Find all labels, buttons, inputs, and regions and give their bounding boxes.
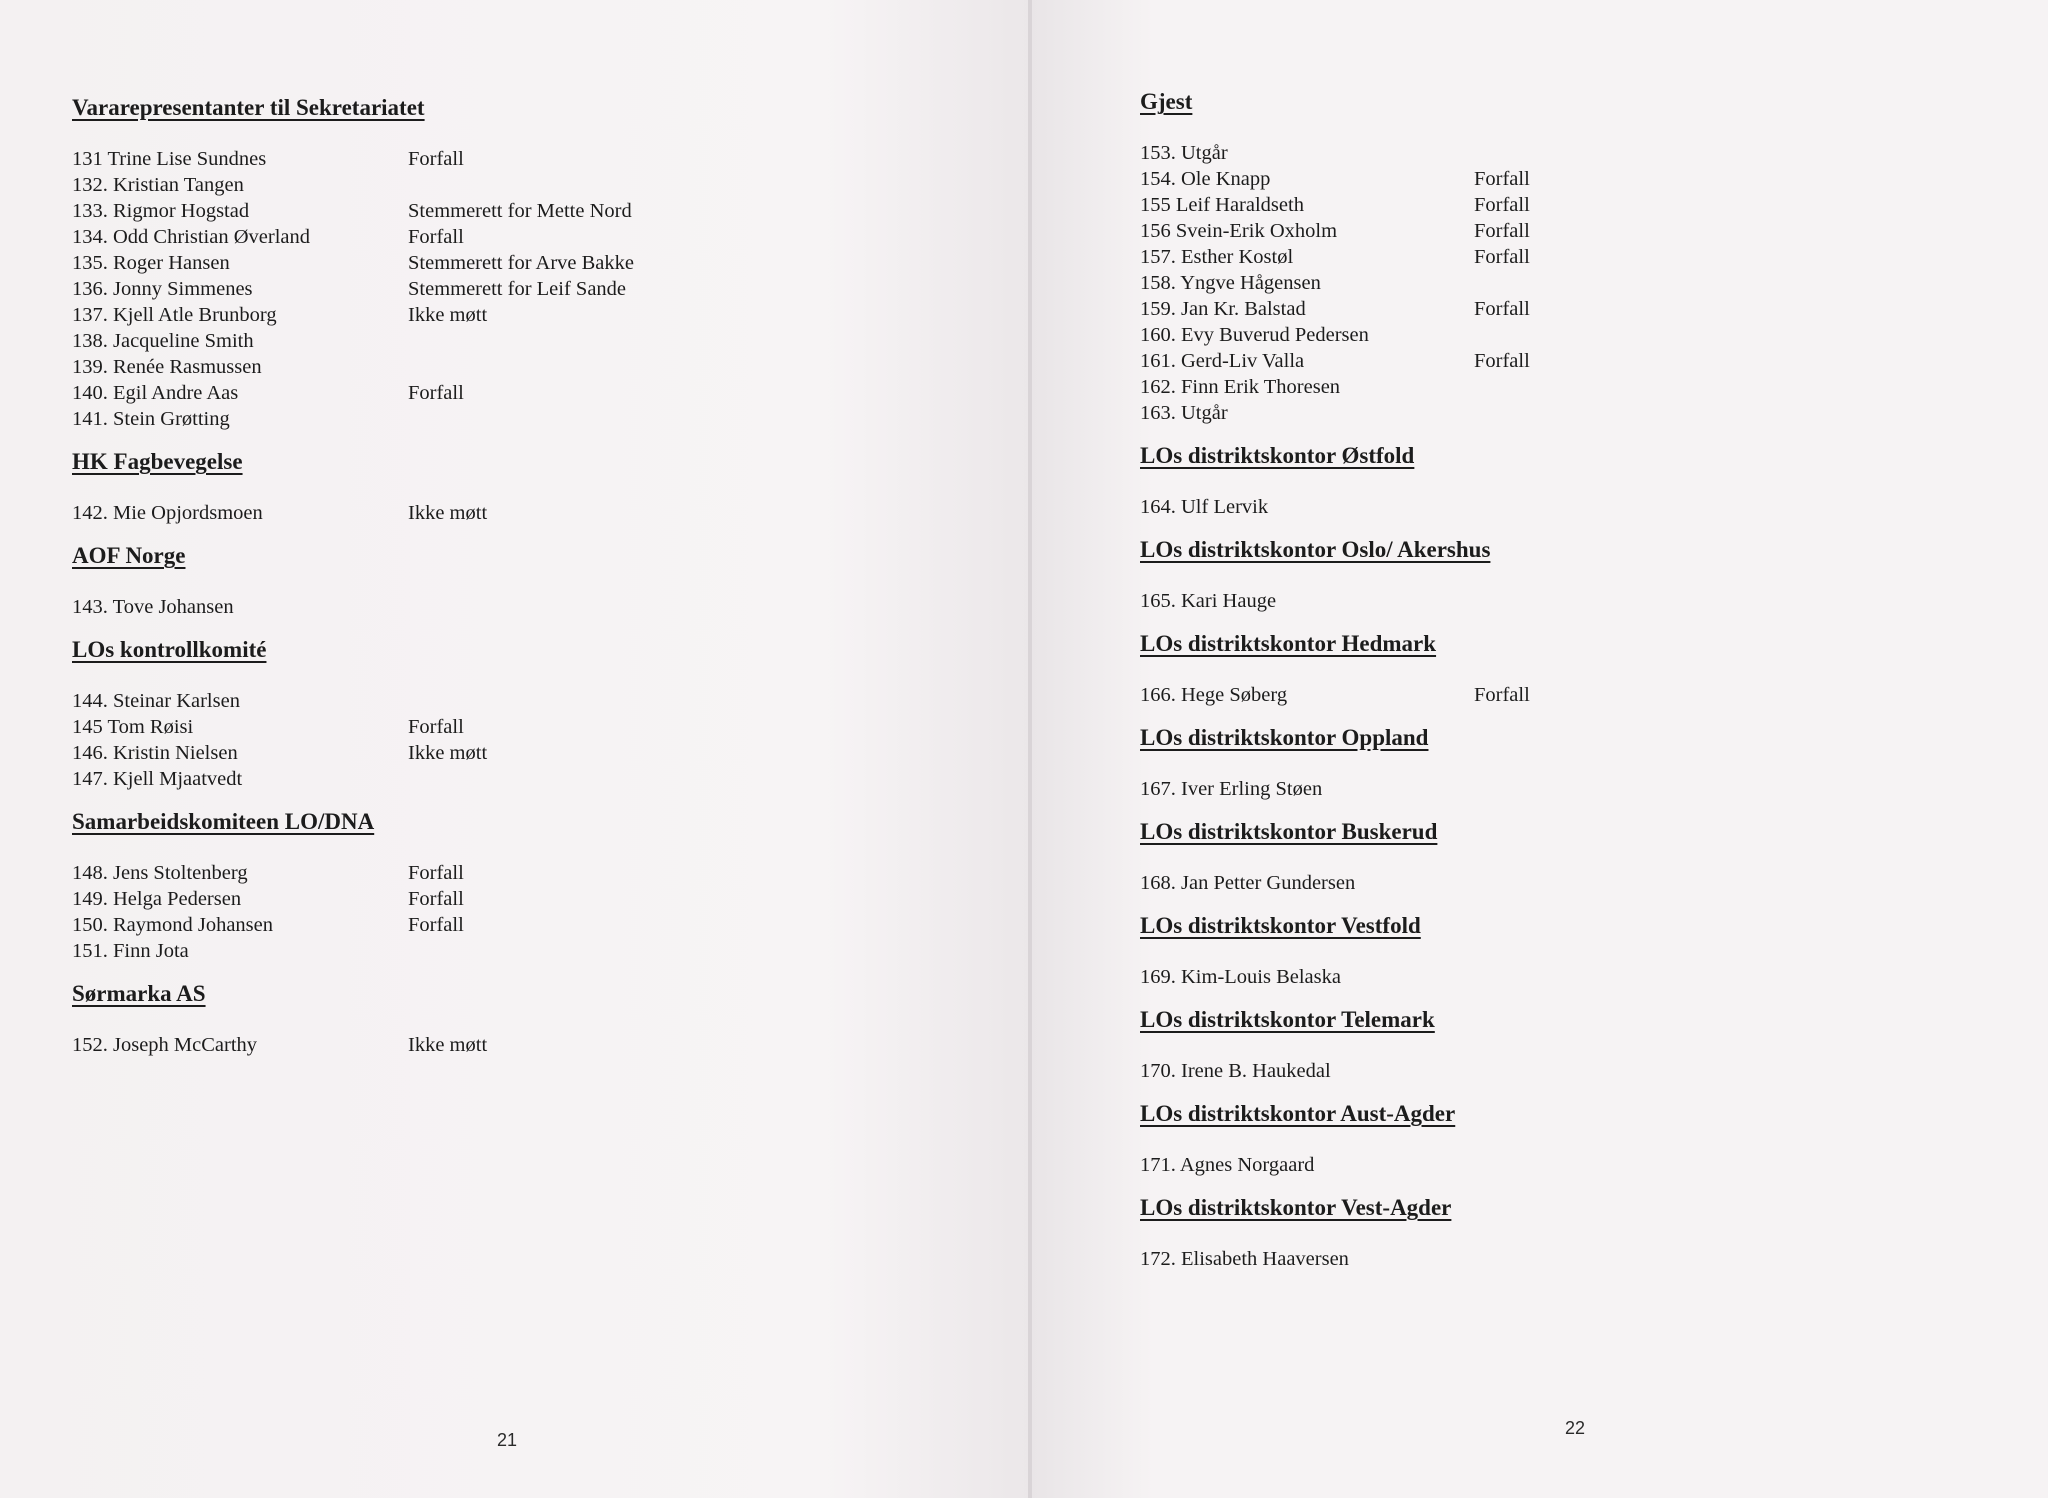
member-name: 153. Utgår xyxy=(1140,142,1228,164)
section xyxy=(1140,1006,1820,1084)
attendance-status: Forfall xyxy=(1474,298,1530,320)
attendance-status xyxy=(408,938,772,964)
section-heading: LOs distriktskontor Aust-Agder xyxy=(1140,1101,1456,1126)
list-item xyxy=(72,146,772,172)
left-page-content xyxy=(72,94,772,1074)
member-name: 133. Rigmor Hogstad xyxy=(72,200,250,222)
list-item xyxy=(72,740,772,766)
list-item xyxy=(72,500,772,526)
list-item xyxy=(1140,374,1820,400)
list-item xyxy=(1140,296,1820,322)
list-item xyxy=(72,886,772,912)
list-item xyxy=(1140,218,1820,244)
list-item xyxy=(72,860,772,886)
attendance-status xyxy=(1474,494,1820,520)
section xyxy=(1140,1194,1820,1272)
section-heading: Vararepresentanter til Sekretariatet xyxy=(72,95,425,120)
member-name: 159. Jan Kr. Balstad xyxy=(1140,298,1306,320)
entry-list xyxy=(1140,1246,1820,1272)
right-page-content xyxy=(1140,88,1820,1288)
list-item xyxy=(72,766,772,792)
member-name: 167. Iver Erling Støen xyxy=(1140,778,1323,800)
member-name: 131 Trine Lise Sundnes xyxy=(72,148,267,170)
member-name: 141. Stein Grøtting xyxy=(72,408,230,430)
attendance-status: Forfall xyxy=(408,226,464,248)
attendance-status xyxy=(408,688,772,714)
member-name: 139. Renée Rasmussen xyxy=(72,356,262,378)
list-item xyxy=(72,354,772,380)
list-item xyxy=(1140,166,1820,192)
entry-list xyxy=(1140,682,1820,708)
attendance-status xyxy=(1474,140,1820,166)
attendance-status xyxy=(408,354,772,380)
attendance-status xyxy=(1474,322,1820,348)
section-heading: LOs distriktskontor Østfold xyxy=(1140,443,1415,468)
entry-list xyxy=(1140,1058,1820,1084)
list-item xyxy=(72,328,772,354)
list-item xyxy=(1140,964,1820,990)
entry-list xyxy=(72,146,772,432)
member-name: 172. Elisabeth Haaversen xyxy=(1140,1248,1349,1270)
list-item xyxy=(1140,870,1820,896)
attendance-status: Stemmerett for Leif Sande xyxy=(408,278,627,300)
section-heading: LOs kontrollkomité xyxy=(72,637,267,662)
section xyxy=(1140,536,1820,614)
section xyxy=(72,448,772,526)
member-name: 148. Jens Stoltenberg xyxy=(72,862,248,884)
attendance-status: Stemmerett for Mette Nord xyxy=(408,200,632,222)
list-item xyxy=(72,406,772,432)
entry-list xyxy=(1140,140,1820,426)
member-name: 163. Utgår xyxy=(1140,402,1228,424)
list-item xyxy=(72,250,772,276)
attendance-status: Forfall xyxy=(1474,194,1530,216)
list-item xyxy=(1140,1152,1820,1178)
attendance-status: Ikke møtt xyxy=(408,1034,488,1056)
member-name: 161. Gerd-Liv Valla xyxy=(1140,350,1305,372)
attendance-status: Forfall xyxy=(408,914,464,936)
member-name: 145 Tom Røisi xyxy=(72,716,194,738)
member-name: 137. Kjell Atle Brunborg xyxy=(72,304,277,326)
attendance-status xyxy=(1474,776,1820,802)
attendance-status xyxy=(408,766,772,792)
attendance-status xyxy=(1474,374,1820,400)
page-number-right: 22 xyxy=(1565,1418,1586,1438)
list-item xyxy=(1140,140,1820,166)
member-name: 151. Finn Jota xyxy=(72,940,189,962)
section-heading: Sørmarka AS xyxy=(72,981,206,1006)
section-heading: LOs distriktskontor Telemark xyxy=(1140,1007,1435,1032)
attendance-status: Forfall xyxy=(1474,350,1530,372)
list-item xyxy=(72,172,772,198)
section xyxy=(72,980,772,1058)
member-name: 143. Tove Johansen xyxy=(72,596,234,618)
section xyxy=(72,94,772,432)
member-name: 155 Leif Haraldseth xyxy=(1140,194,1304,216)
section-heading: Samarbeidskomiteen LO/DNA xyxy=(72,809,375,834)
attendance-status: Forfall xyxy=(408,716,464,738)
member-name: 142. Mie Opjordsmoen xyxy=(72,502,263,524)
member-name: 157. Esther Kostøl xyxy=(1140,246,1294,268)
attendance-status: Forfall xyxy=(408,862,464,884)
attendance-status xyxy=(1474,588,1820,614)
section-heading: LOs distriktskontor Vestfold xyxy=(1140,913,1421,938)
member-name: 138. Jacqueline Smith xyxy=(72,330,254,352)
list-item xyxy=(1140,682,1820,708)
member-name: 152. Joseph McCarthy xyxy=(72,1034,258,1056)
list-item xyxy=(72,938,772,964)
attendance-status xyxy=(1474,270,1820,296)
member-name: 146. Kristin Nielsen xyxy=(72,742,238,764)
attendance-status: Forfall xyxy=(408,382,464,404)
list-item xyxy=(72,276,772,302)
member-name: 132. Kristian Tangen xyxy=(72,174,244,196)
member-name: 170. Irene B. Haukedal xyxy=(1140,1060,1331,1082)
section xyxy=(1140,1100,1820,1178)
list-item xyxy=(1140,270,1820,296)
attendance-status: Ikke møtt xyxy=(408,502,488,524)
attendance-status xyxy=(1474,1058,1820,1084)
section xyxy=(1140,912,1820,990)
section xyxy=(1140,818,1820,896)
entry-list xyxy=(1140,964,1820,990)
member-name: 168. Jan Petter Gundersen xyxy=(1140,872,1356,894)
member-name: 149. Helga Pedersen xyxy=(72,888,242,910)
list-item xyxy=(72,198,772,224)
attendance-status xyxy=(408,406,772,432)
section xyxy=(72,636,772,792)
member-name: 154. Ole Knapp xyxy=(1140,168,1271,190)
section xyxy=(1140,630,1820,708)
section xyxy=(1140,724,1820,802)
list-item xyxy=(1140,776,1820,802)
member-name: 144. Steinar Karlsen xyxy=(72,690,240,712)
section xyxy=(72,542,772,620)
attendance-status xyxy=(408,594,772,620)
list-item xyxy=(72,714,772,740)
member-name: 164. Ulf Lervik xyxy=(1140,496,1269,518)
list-item xyxy=(1140,588,1820,614)
member-name: 162. Finn Erik Thoresen xyxy=(1140,376,1341,398)
section-heading: LOs distriktskontor Oslo/ Akershus xyxy=(1140,537,1491,562)
list-item xyxy=(72,688,772,714)
section-heading: LOs distriktskontor Buskerud xyxy=(1140,819,1438,844)
section-heading: LOs distriktskontor Vest-Agder xyxy=(1140,1195,1452,1220)
list-item xyxy=(1140,400,1820,426)
page-number-left: 21 xyxy=(497,1430,518,1450)
entry-list xyxy=(1140,776,1820,802)
entry-list xyxy=(72,594,772,620)
list-item xyxy=(72,912,772,938)
section-heading: LOs distriktskontor Oppland xyxy=(1140,725,1429,750)
entry-list xyxy=(72,1032,772,1058)
attendance-status: Ikke møtt xyxy=(408,304,488,326)
section-heading: AOF Norge xyxy=(72,543,186,568)
member-name: 158. Yngve Hågensen xyxy=(1140,272,1321,294)
list-item xyxy=(1140,1246,1820,1272)
list-item xyxy=(1140,1058,1820,1084)
section xyxy=(1140,442,1820,520)
attendance-status: Forfall xyxy=(1474,684,1530,706)
list-item xyxy=(72,224,772,250)
member-name: 166. Hege Søberg xyxy=(1140,684,1288,706)
list-item xyxy=(72,302,772,328)
member-name: 140. Egil Andre Aas xyxy=(72,382,239,404)
list-item xyxy=(72,380,772,406)
section-heading: Gjest xyxy=(1140,89,1193,114)
entry-list xyxy=(1140,1152,1820,1178)
section xyxy=(1140,88,1820,426)
member-name: 165. Kari Hauge xyxy=(1140,590,1277,612)
list-item xyxy=(72,594,772,620)
attendance-status xyxy=(408,172,772,198)
attendance-status xyxy=(1474,1152,1820,1178)
list-item xyxy=(1140,322,1820,348)
member-name: 147. Kjell Mjaatvedt xyxy=(72,768,243,790)
member-name: 134. Odd Christian Øverland xyxy=(72,226,310,248)
member-name: 169. Kim-Louis Belaska xyxy=(1140,966,1341,988)
member-name: 160. Evy Buverud Pedersen xyxy=(1140,324,1369,346)
list-item xyxy=(1140,348,1820,374)
attendance-status xyxy=(1474,964,1820,990)
member-name: 156 Svein-Erik Oxholm xyxy=(1140,220,1338,242)
section xyxy=(72,808,772,964)
entry-list xyxy=(72,500,772,526)
attendance-status xyxy=(408,328,772,354)
attendance-status xyxy=(1474,400,1820,426)
entry-list xyxy=(1140,494,1820,520)
attendance-status: Stemmerett for Arve Bakke xyxy=(408,252,635,274)
list-item xyxy=(1140,244,1820,270)
attendance-status: Forfall xyxy=(408,888,464,910)
entry-list xyxy=(1140,870,1820,896)
attendance-status: Forfall xyxy=(1474,220,1530,242)
section-heading: LOs distriktskontor Hedmark xyxy=(1140,631,1437,656)
entry-list xyxy=(1140,588,1820,614)
attendance-status: Forfall xyxy=(1474,168,1530,190)
member-name: 150. Raymond Johansen xyxy=(72,914,273,936)
attendance-status: Ikke møtt xyxy=(408,742,488,764)
attendance-status xyxy=(1474,1246,1820,1272)
entry-list xyxy=(72,688,772,792)
entry-list xyxy=(72,860,772,964)
section-heading: HK Fagbevegelse xyxy=(72,449,243,474)
list-item xyxy=(1140,494,1820,520)
list-item xyxy=(1140,192,1820,218)
member-name: 136. Jonny Simmenes xyxy=(72,278,253,300)
member-name: 135. Roger Hansen xyxy=(72,252,230,274)
attendance-status: Forfall xyxy=(408,148,464,170)
attendance-status: Forfall xyxy=(1474,246,1530,268)
attendance-status xyxy=(1474,870,1820,896)
list-item xyxy=(72,1032,772,1058)
member-name: 171. Agnes Norgaard xyxy=(1140,1154,1315,1176)
